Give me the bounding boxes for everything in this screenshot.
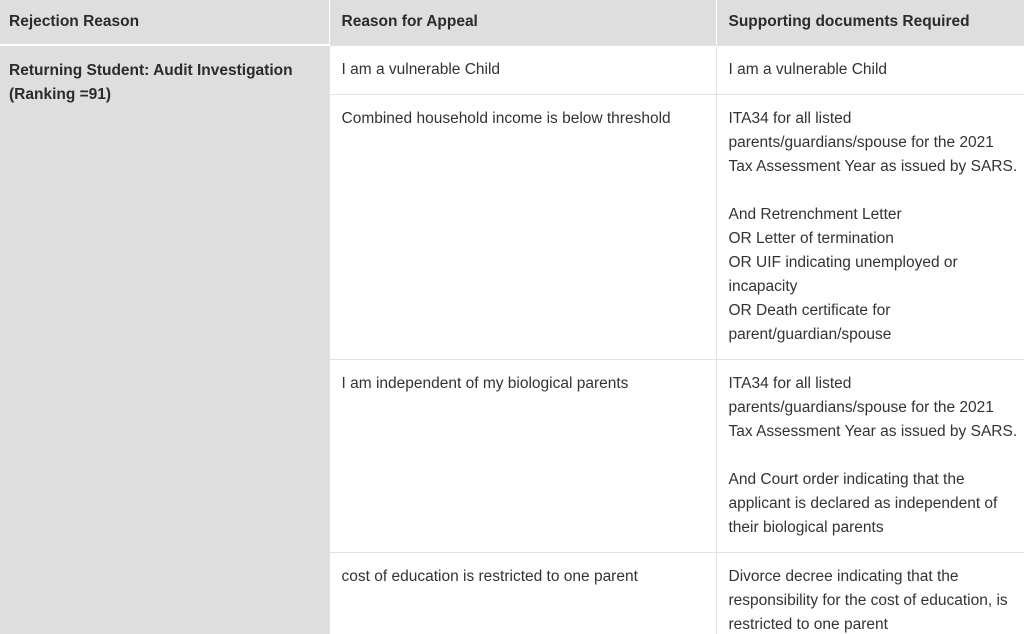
doc-line: And Retrenchment Letter [728,205,902,223]
doc-line: incapacity [728,277,798,295]
header-reason-for-appeal: Reason for Appeal [329,0,716,45]
doc-line: parent/guardian/spouse [728,325,892,343]
doc-line: responsibility for the cost of education, is [728,591,1008,609]
paragraph-gap [729,179,1024,203]
header-rejection-reason: Rejection Reason [0,0,329,45]
doc-line: OR Death certificate for [728,301,891,319]
doc-line: their biological parents [728,518,884,536]
doc-line: parents/guardians/spouse for the 2021 [728,133,994,151]
supporting-docs-cell [716,359,1024,552]
paragraph-gap [729,444,1024,468]
rejection-reason-title: Returning Student: Audit Investigation [9,62,293,79]
doc-line: OR Letter of termination [728,229,894,247]
doc-line: applicant is declared as independent of [728,494,998,512]
table-header [0,0,1024,45]
table-row [0,45,1024,94]
doc-line: ITA34 for all listed [728,374,852,392]
header-row [0,0,1024,45]
doc-line: And Court order indicating that the [728,470,965,488]
doc-line: I am a vulnerable Child [728,60,888,78]
appeal-reason-cell: I am a vulnerable Child [329,45,716,94]
doc-line: ITA34 for all listed [728,109,852,127]
rejection-reason-cell [0,45,329,634]
supporting-docs-cell [716,552,1024,634]
appeal-reason-cell: cost of education is restricted to one parent [329,552,716,634]
supporting-docs-cell [716,94,1024,359]
doc-line: Tax Assessment Year as issued by SARS. [728,157,1018,175]
header-supporting-documents: Supporting documents Required [716,0,1024,45]
appeal-reason-cell: Combined household income is below threshold [329,94,716,359]
table-body [0,45,1024,634]
doc-line: parents/guardians/spouse for the 2021 [728,398,994,416]
doc-line: Tax Assessment Year as issued by SARS. [728,422,1018,440]
appeal-reason-cell: I am independent of my biological parents [329,359,716,552]
rejection-reason-ranking: (Ranking =91) [9,86,112,103]
doc-line: restricted to one parent [728,615,888,633]
supporting-docs-cell [716,45,1024,94]
doc-line: OR UIF indicating unemployed or [728,253,958,271]
doc-line: Divorce decree indicating that the [728,567,959,585]
